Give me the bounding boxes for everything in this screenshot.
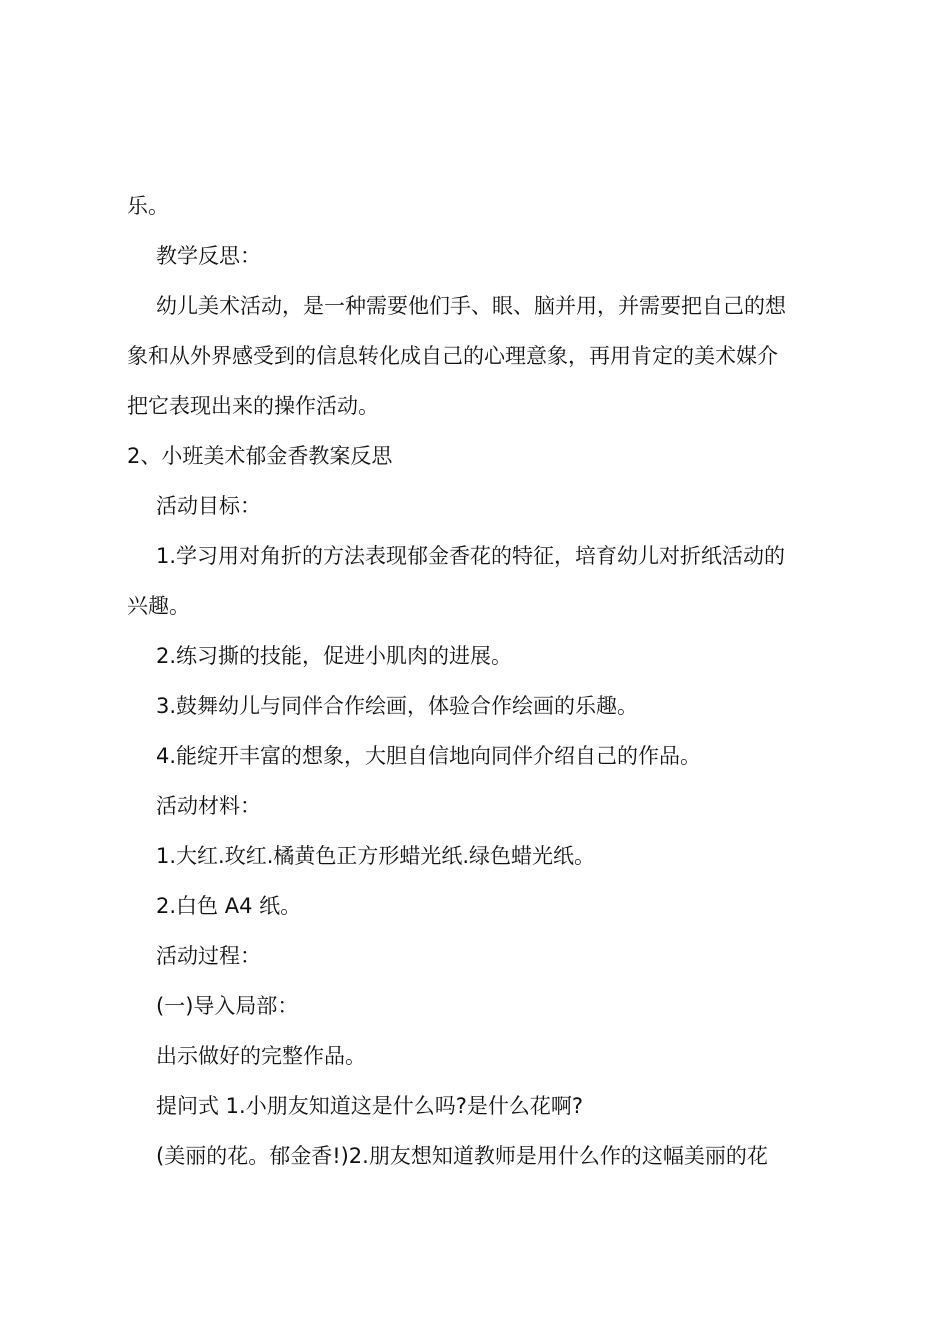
goal-1-line-1: 1.学习用对角折的方法表现郁金香花的特征，培育幼儿对折纸活动的 [156,544,786,568]
process-part-1-heading: (一)导入局部： [156,994,299,1018]
goal-2: 2.练习撕的技能，促进小肌肉的进展。 [156,644,513,668]
paragraph-continuation: 乐。 [127,194,169,218]
paragraph-reflection-line-3: 把它表现出来的操作活动。 [127,394,379,418]
material-1: 1.大红.玫红.橘黄色正方形蜡光纸.绿色蜡光纸。 [156,844,596,868]
paragraph-reflection-line-1: 幼儿美术活动，是一种需要他们手、眼、脑并用，并需要把自己的想 [156,294,786,318]
process-step-show-work: 出示做好的完整作品。 [156,1044,366,1068]
goal-3: 3.鼓舞幼儿与同伴合作绘画，体验合作绘画的乐趣。 [156,694,639,718]
document-body [127,181,837,1181]
heading-activity-process: 活动过程： [156,944,261,968]
heading-activity-materials: 活动材料： [156,794,261,818]
process-step-question: 提问式 1.小朋友知道这是什么吗?是什么花啊? [156,1094,584,1118]
heading-activity-goals: 活动目标： [156,494,261,518]
paragraph-reflection-line-2: 象和从外界感受到的信息转化成自己的心理意象，再用肯定的美术媒介 [127,344,778,368]
goal-1-line-2: 兴趣。 [127,594,190,618]
section-title: 2、小班美术郁金香教案反思 [127,444,393,468]
material-2: 2.白色 A4 纸。 [156,894,302,918]
heading-teaching-reflection: 教学反思： [156,244,261,268]
goal-4: 4.能绽开丰富的想象，大胆自信地向同伴介绍自己的作品。 [156,744,702,768]
process-step-answer: (美丽的花。郁金香!)2.朋友想知道教师是用什么作的这幅美丽的花 [156,1144,768,1168]
